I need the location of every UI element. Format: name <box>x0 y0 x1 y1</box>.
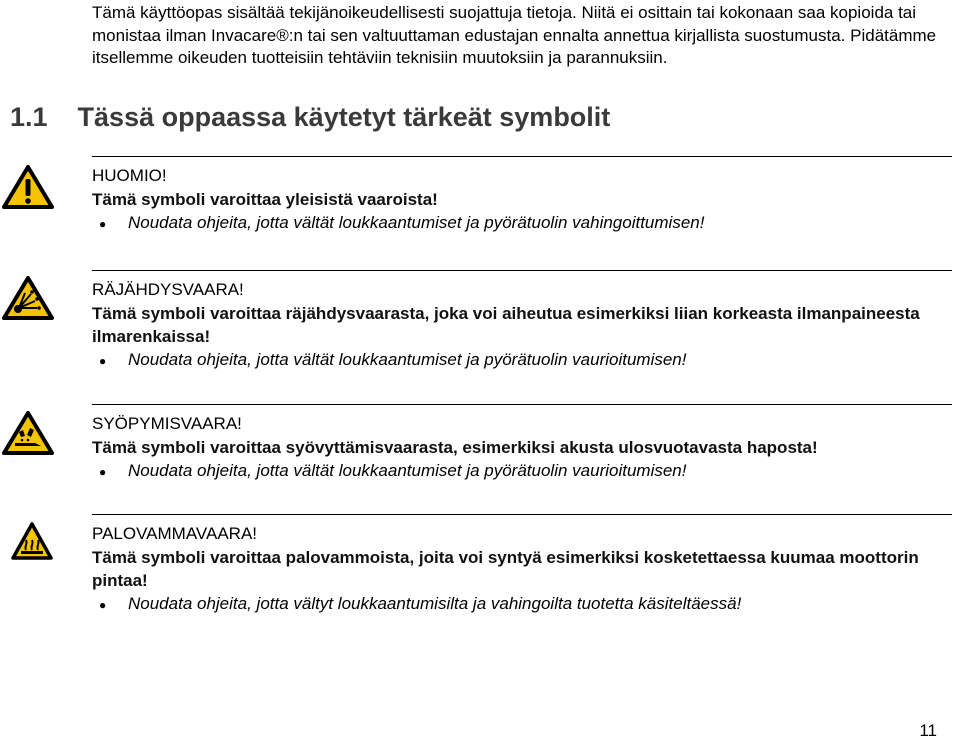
page-number: 11 <box>919 721 937 740</box>
burn-title: PALOVAMMAVAARA! <box>92 524 258 543</box>
section-title: Tässä oppaassa käytetyt tärkeät symbolit <box>77 102 611 132</box>
explosion-icon <box>1 275 55 321</box>
warning-icon <box>1 164 55 210</box>
bullet-icon: ● <box>99 216 107 231</box>
list-item <box>92 592 952 617</box>
corrosion-section <box>92 404 952 484</box>
list-item <box>92 211 952 236</box>
list-item <box>92 459 952 484</box>
warning-title: HUOMIO! <box>92 166 167 185</box>
corrosion-title: SYÖPYMISVAARA! <box>92 414 242 433</box>
corrosion-description: Tämä symboli varoittaa syövyttämisvaarasta, esimerkiksi akusta ulosvuotavasta haposta! <box>92 437 818 457</box>
bullet-icon: ● <box>99 464 107 479</box>
section-number: 1.1 <box>10 102 48 132</box>
warning-instruction: Noudata ohjeita, jotta vältät loukkaantumiset ja pyörätuolin vahingoittumisen! <box>128 212 705 232</box>
explosion-title: RÄJÄHDYSVAARA! <box>92 280 244 299</box>
burn-instruction: Noudata ohjeita, jotta vältyt loukkaantumisilta ja vahingoilta tuotetta käsiteltäessä! <box>128 593 742 613</box>
explosion-description: Tämä symboli varoittaa räjähdysvaarasta, joka voi aiheutua esimerkiksi liian korkeasta ilmanpaineesta ilmarenkaissa! <box>92 303 920 346</box>
copyright-notice: Tämä käyttöopas sisältää tekijänoikeudellisesti suojattuja tietoja. Niitä ei osittain tai kokonaan saa kopioida tai monistaa ilman Invacare®:n tai sen valtuuttaman edustajan ennalta annettua kirjallista suostumusta. Pidätämme itsellemme oikeuden tuotteisiin tehtäviin teknisiin muutoksiin ja parannuksiin. <box>92 3 937 67</box>
burn-section <box>92 514 952 617</box>
hot-surface-icon <box>10 521 54 561</box>
bullet-icon: ● <box>99 353 107 368</box>
bullet-icon: ● <box>99 597 107 612</box>
warning-section <box>92 156 952 236</box>
explosion-instruction: Noudata ohjeita, jotta vältät loukkaantumiset ja pyörätuolin vaurioitumisen! <box>128 349 687 369</box>
corrosion-instruction: Noudata ohjeita, jotta vältät loukkaantumiset ja pyörätuolin vaurioitumisen! <box>128 460 687 480</box>
list-item <box>92 348 952 373</box>
corrosion-icon <box>1 410 55 456</box>
explosion-section <box>92 270 952 373</box>
warning-description: Tämä symboli varoittaa yleisistä vaaroista! <box>92 189 438 209</box>
section-heading <box>10 102 610 133</box>
burn-description: Tämä symboli varoittaa palovammoista, joita voi syntyä esimerkiksi kosketettaessa kuumaa moottorin pintaa! <box>92 547 919 590</box>
